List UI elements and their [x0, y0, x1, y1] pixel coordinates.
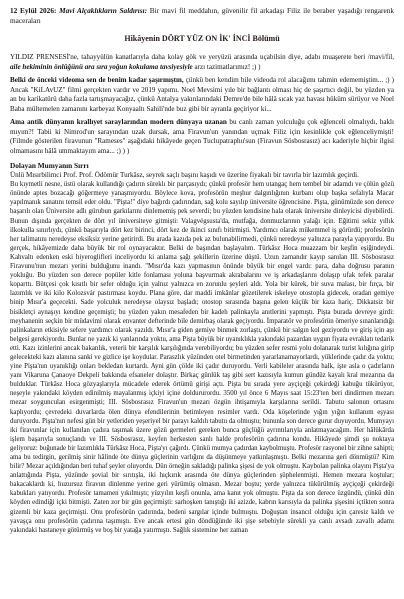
header-italic-title: Mavi Alçaklıkların Saldırısı:: [59, 6, 148, 15]
intro-3-text: bu canlı zaman yolculuğu çok eğlenceli olmalıydı, haklı mıyım?! Tabii ki Nimrod'un sarayından uzak dursak, ama Firavun'un yanından uçmak Filiz için kesinlikle çok eğlenceliymişti! (Filmde gösterilen firavunun "Rameses" aşağıdaki hikâyede geçen Tuclupatraphu'sun (Firavun Sösbosrasız) acı kaderiyle hiçbir ilgisi olmamasını hâlâ ummaktayım ama... ;) ) ): [10, 118, 394, 155]
intro-1-text: YILDIZ PRENSESİ'ne, tahayyülün kanatlarıyla daha kolay gök ve yeryüzü arasında uçabilsin diye, adabı muaşerete beri /mavi/fil,: [10, 53, 394, 62]
chapter-title: Hikâyenin DÖRT YÜZ ON İK' İNCİ Bölümü: [124, 34, 280, 44]
intro-2-bold: Belki de önceki videoma sen de benim kadar şaşırmıştın,: [10, 76, 184, 85]
intro-paragraph-3: [10, 118, 394, 156]
header-text: Bir mavi fil meddahın, güvenilir fil arkadaşı Filiz ile beraber yaşadığı rengarenk maceraları: [10, 6, 394, 25]
section-heading: Dolayan Mumyanın Sırrı: [10, 161, 89, 171]
intro-paragraph-2: [10, 76, 394, 114]
header-date: 12 Eylül 2026:: [10, 6, 57, 15]
header-note: [10, 6, 394, 25]
intro-paragraph-1: [10, 53, 394, 72]
section-subtitle: Ünlü Mısırbilimci Prof. Prof. Ödömür Turkâsz, seyrek saçlı başını kaşıdı ve üzerine fiyakalı bir tavırla bir lazımlık geçirdi.: [10, 170, 359, 179]
intro-1-end: arzı tazimatlarımız! ;) ): [194, 62, 261, 71]
document-page: [10, 4, 394, 591]
intro-1-emphasis: aile hekiminin önlüğünü ara sıra yoğun kokulama tavsiyesiyle: [10, 62, 193, 71]
story-body: Bu kıymetli nesne, üstü olarak kullandığı çadırın süreklı bir parçasıydı; çünkü profesör hem utangaç hem tembel bir adamdı ve çölün gözü önünde aptes bozacağı göğermeye yanaşmıyordu. Böylece kova, profesörün meşhur dalgınlığının kurbanı olup başka sefalıyla Macar yapılmanık sanatını temsil eder oldu. "Pişta!" diye bağırdı çadırından, sağ kolu sayılıp üniversite öğrencisine. Pişta, günümüzde son derece başarılı olan Üniversite adlı gürubun garkılarını dinlememiş pek severdi; bu yüzden kendisine hala olarak üniversite dinleyicisi diyebilirdi. Bunun dışında gerçekten de dört yıl üniversiteye gitmişti: Valagvégsusta'da, mutfağa, donmuzlarının yalağı için. Eğitimi sekiz yıllık ilkokulla sınırlıydı, çünkü başarıyla dört kez birinci, dört kez de ikinci sınıfı bitirmişti. Yardımcı olarak mükemmel iş görürdü; profesörün her talimatını neredeyse eksiksiz yerine getirirdi. Bu arada kazıda pek az bulunabilirmedi, çünkü neredeyse yalnızca parayla yapıyordu. Bu gerçek, hikâyemizde daha büyük bir rol oynayacaktır. Belki de başından başlayalım. Türkâsz Hoca muazzam bir keşfin eşiğindeydi. Kahvaltı edenken eski hiyeroglifleri inceliyordu ki anlama şağı şekillerin üzerine düştü. Uzun zamandır kayıp sanılan III. Sösbosrasız Firavunu'nun mezarı yerini bulduğunu inandı. "Mısır'da kazı yapmasının önünde büyük bir engel vardı: para, daha doğrusu paranın yokluğu. Bu yüzden son derece popüler kitle fonlaması yoluna başvurmak akrabalarını ve iş arkadaşlarını dolaşıp ufak tefek paralar koparttı. Bütçesi çok kısıtlı bir sefer olduğu için yalnız yalnızca en zorunlu şeyleri aldı. Yola bir kürek, bir suva malası, bir fırça, bir lazımlık ve iki kilo Kolozsvár pastırması koydu. Plana göre, dar maddi imkânlar gözetilerek iskeleye otostopla gidecek, oradan gemiye binip Mısır'a geçecekti. Sade yolculuk neredeyse olaysız başladı; otostop sırasında başına gelen küçük bir kaza hariç. Dikkatsiz bir bisikletçi aynaşıyı kendine geçemişti; bu yüzden yakın mesafeden bir kadeh palinkayla anıtlerini yapmıştı. Pişta burada devreye girdi: meyhanenin seçkin bir müdavimi olarak envanter defterinde bile demirbaş olarak geçiyordu. İmparatör ve profesörün ömeriye sınanlarıdığı palinkaların etkisiyle sefere yardımcı olarak yazıldı. Mısır'a giden gemiye binmek zorlaştı, çünkü bir salgın kol geziyordu ve giriş için aşı belgesi gerekiyordu. Bunlar ne yazık ki yanlarında yoktu, ama Pişta büyük bir uyanıklıkla yakındaki pazardan uygun fiyata evraklatı tedarik etti. Kazı izinlerini ancak bakanlık, veterii bir karşılık karşılığında verebiliyordu; bu yüzden sefer resmi yolu dolanarak turist kılığına girip gelecekteki kazı alanına sanki ve gizlice işe koydular. Paraszlık yüzünden otel birmetinden yararlanamayorlardı, yüklerinde çadır da yoktu; yine Pişta'nın uyanıklığı onları bekledan kurtardı. Ayni gün çölde iki çadır duruyordu. Verli kabileler arasında halk, işte asla o çadırların yanı Vikaruna Çanaoye Dekpeli bakkında efsaneler dolaştır. Birkaç günlük taş gibi sert kazısıyla kumun gündüz kayalı kral mezarına da bulduklar. Türkâsz Hoca gözyaşlarıyla mücadele ederek örtümü girişi açtı. Pişta bu sırada yere ayçiçeği çekirdeği kabuğu tükürüyor, neşeyle yakındaki köyden edinilmiş mayalanmış içkiyi içine doldururordu. 3500 yıl önce 6 Mayıs saat 15:23'ten beri dindirmen mezarı mezar soygunculan esirgenmişti; III. Sösbosrasız Firavun'un mezarı özgün ihtişamıyla karşılarına serildi. Tabutu salonun ortasını kaplıyordu; çevredeki duvarlarda ölen dünya efendilerinin betimleyen resimler vardı. Oda köşelerinde yığın yığın kullanım eşyası duruyordu. Pişta'nın nefesi gün bir yetleriden yeşeriyel bir parayı kaldılı tabutu da olmuştu; bununla son derece gurur duyuyordu. Mumyayı iki firavunlar için kullanılan çadıra taşımak üzere gözü germeleri gereken bunca güçlüğü ayrıntılarıyla anlatmayacağım. Her hâlükârda işlem başarıyla sonuçlandı ve III. Sösbosrasız, keyfen herkesten sanlı halde profesörün çadırına kondu. Hikâyede şimdi şu noktaya geliyoruz: buğunade bir lazımlıkla Türkâsz Hoca, Pişta'yı çağırdı. Çünkü mumya çadırdan kaybolmuştu. Profesör rasyonel bir zihne sahipti; ama bu tedirgin, gerilmiş sinir hâlinde öte dünya güçlerinin varlığını da düşünmeye yatkınlaşmıştı. Belki mezarına geri dönmüştü? Kim bilir? Mezar açıldığından beri tuhaf şeyler oluyordu. Dün örneğin sakladığı palinka şişesi de yok olmuştu. Kaybolan palinka olayını Pişta'ya anlattığında Pişta, yüzünde şovial bir sırıtışla, iki hıçkırık arasında öte dünya güçlerinden şüphelenmişti. Hemen mezara koştular; bakacaklardı ki, huzursuz firavun dinlenme yerine geri yürümüş olmasın. Mezar boştu; yerde yalnızca tükürülmüş ayçiçeği çekirdeği kabukları yatıyordu. Profesör tamamen yıkılmıştı; yüzyılın keşfi onunla, ama kanıt yok olmuştu. Pişta da son derece üzgündü, çünkü dün köyden edindiği içki bitmişti. Zaten zor bir gün geçirmişti: sarhoşken tanıştığı iki azizde, kabrın karısıyla da palinka şişesini içtikten sonra gizemli bir kaza geçirmişti. Onu profesörün çadırında, bedeni sargılar içinde bulmuştu. Doğuştan insancıl olduğu için çaresiz kaldı ve yavaşça onu profesörün çadırına taşımıştı. Eve ancak ertesi gün döndüğünde iki şişe sebebiyle sürekli ya canlı avsadı zavallı adamı yakındaki hastaneye götürmüş ve boş bir yatağa yatırmıştı. Sağlık sistemine her zaman: [10, 181, 394, 534]
intro-3-bold: Ama antik dünyanın krallıyet saraylarından modern dünyaya uzanan: [10, 118, 227, 127]
intro-2-text: çünkü ben kendim bile videoda rol alacağımı tahmin edememiştim... ;) ) Ancak "KiLAvUZ" filmi gerçekten vardır ve 2019 yapımı. Noel Mevsimi yıle bir bağlantı olması hiç de şaşırtıcı değil, bu yüzden ya an bu karikatürü daha fazla tartışmayacağız, çünkü Antalya yakınlarındaki Demre'de bile hâlâ sıcak yaz havası hüküm sürüyor ve Noel Baba mültemelen zamanını karbeyaz Konyaaltı Sahili'nde buz gibi bir ayranla geçiriyor ki...: [10, 76, 394, 113]
